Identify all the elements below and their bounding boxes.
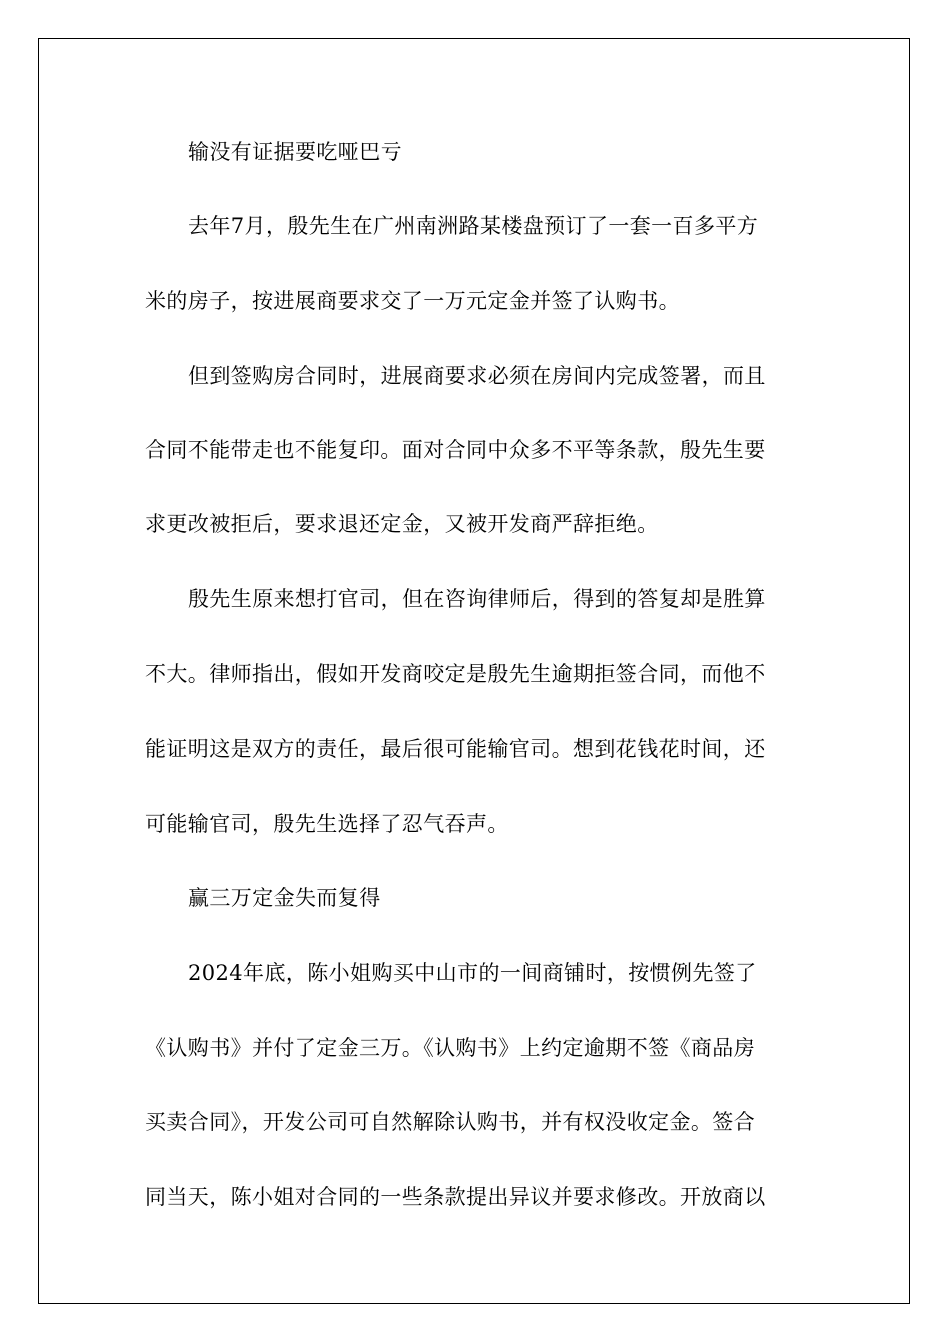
paragraph-line: 可能输官司，殷先生选择了忍气吞声。 [145, 812, 509, 836]
paragraph-line: 买卖合同》，开发公司可自然解除认购书，并有权没收定金。签合 [145, 1110, 756, 1134]
paragraph-line: 米的房子，按进展商要求交了一万元定金并签了认购书。 [145, 289, 680, 313]
section-heading: 赢三万定金失而复得 [188, 886, 381, 910]
paragraph-line: 《认购书》并付了定金三万。《认购书》上约定逾期不签《商品房 [145, 1036, 756, 1060]
paragraph-line: 殷先生原来想打官司，但在咨询律师后，得到的答复却是胜算 [188, 587, 766, 611]
paragraph-line: 能证明这是双方的责任，最后很可能输官司。想到花钱花时间，还 [145, 737, 766, 761]
section-heading: 输没有证据要吃哑巴亏 [188, 140, 402, 164]
paragraph-line: 不大。律师指出，假如开发商咬定是殷先生逾期拒签合同，而他不 [145, 662, 766, 686]
paragraph-line: 求更改被拒后，要求退还定金，又被开发商严辞拒绝。 [145, 512, 659, 536]
paragraph-line: 去年7月，殷先生在广州南洲路某楼盘预订了一套一百多平方 [188, 214, 759, 238]
paragraph-line: 但到签购房合同时，进展商要求必须在房间内完成签署，而且 [188, 364, 766, 388]
paragraph-line: 同当天，陈小姐对合同的一些条款提出异议并要求修改。开放商以 [145, 1185, 766, 1209]
paragraph-line: 合同不能带走也不能复印。面对合同中众多不平等条款，殷先生要 [145, 438, 766, 462]
paragraph-line: 2024年底，陈小姐购买中山市的一间商铺时，按惯例先签了 [188, 961, 757, 985]
